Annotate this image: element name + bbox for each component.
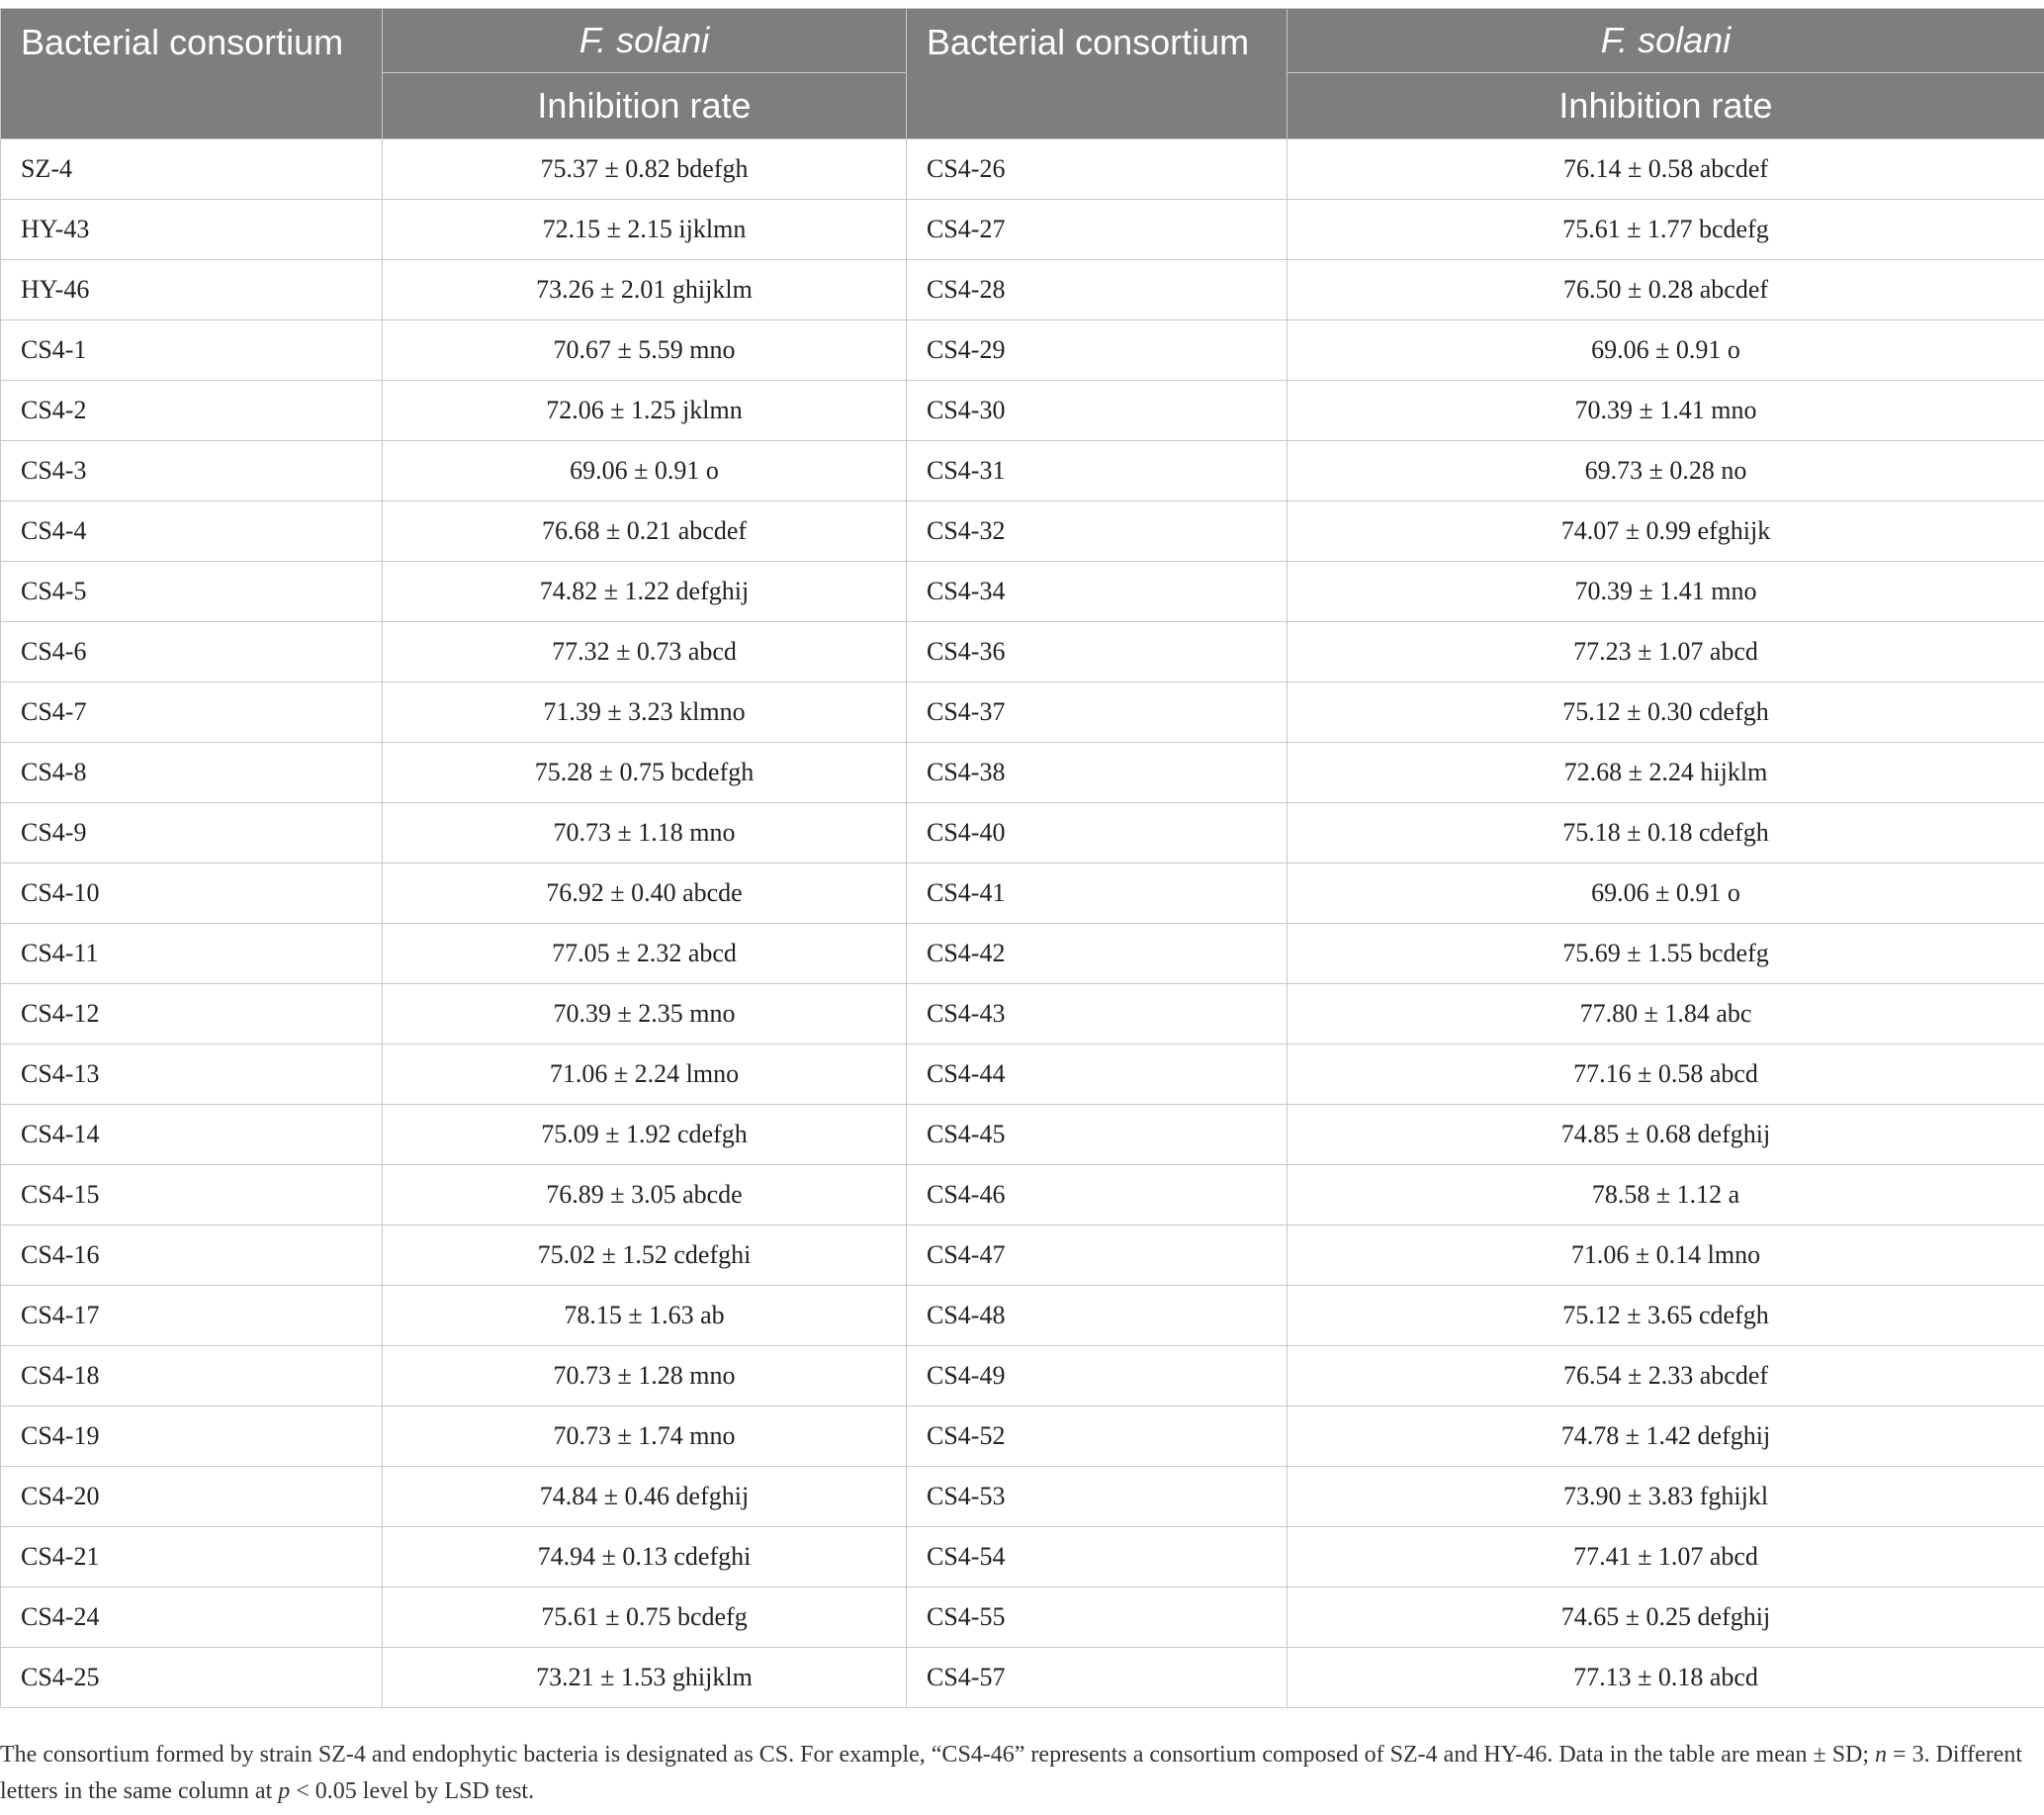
right-inhibition-rate-cell: 75.18 ± 0.18 cdefgh — [1288, 803, 2044, 863]
right-inhibition-rate-cell: 69.06 ± 0.91 o — [1288, 320, 2044, 381]
left-inhibition-rate-cell: 75.61 ± 0.75 bcdefg — [383, 1588, 907, 1648]
table-row — [1, 1286, 2044, 1346]
right-inhibition-rate-cell: 75.61 ± 1.77 bcdefg — [1288, 200, 2044, 260]
left-inhibition-rate-cell: 74.84 ± 0.46 defghij — [383, 1467, 907, 1527]
table-row — [1, 1346, 2044, 1407]
right-inhibition-rate-cell: 77.41 ± 1.07 abcd — [1288, 1527, 2044, 1588]
left-consortium-cell: CS4-18 — [1, 1346, 383, 1407]
left-consortium-cell: SZ-4 — [1, 139, 383, 200]
table-row — [1, 984, 2044, 1044]
table-header — [1, 9, 2044, 139]
left-consortium-cell: CS4-12 — [1, 984, 383, 1044]
left-consortium-cell: HY-43 — [1, 200, 383, 260]
left-consortium-header: Bacterial consortium — [1, 9, 383, 139]
right-consortium-cell: CS4-41 — [907, 863, 1288, 924]
right-consortium-cell: CS4-52 — [907, 1407, 1288, 1467]
left-inhibition-rate-cell: 75.09 ± 1.92 cdefgh — [383, 1105, 907, 1165]
right-consortium-cell: CS4-47 — [907, 1225, 1288, 1286]
right-inhibition-rate-header: Inhibition rate — [1288, 73, 2044, 139]
left-inhibition-rate-cell: 70.67 ± 5.59 mno — [383, 320, 907, 381]
left-consortium-cell: CS4-11 — [1, 924, 383, 984]
right-consortium-cell: CS4-53 — [907, 1467, 1288, 1527]
right-consortium-cell: CS4-40 — [907, 803, 1288, 863]
left-consortium-cell: CS4-2 — [1, 381, 383, 441]
table-row — [1, 803, 2044, 863]
left-inhibition-rate-cell: 78.15 ± 1.63 ab — [383, 1286, 907, 1346]
right-species-header: F. solani — [1288, 9, 2044, 73]
right-inhibition-rate-cell: 77.13 ± 0.18 abcd — [1288, 1648, 2044, 1708]
right-consortium-cell: CS4-29 — [907, 320, 1288, 381]
right-inhibition-rate-cell: 75.12 ± 3.65 cdefgh — [1288, 1286, 2044, 1346]
table-row — [1, 441, 2044, 501]
right-inhibition-rate-cell: 69.06 ± 0.91 o — [1288, 863, 2044, 924]
right-inhibition-rate-cell: 78.58 ± 1.12 a — [1288, 1165, 2044, 1225]
footnote-text-3: < 0.05 level by LSD test. — [290, 1778, 535, 1804]
table-row — [1, 1467, 2044, 1527]
table-row — [1, 320, 2044, 381]
right-consortium-cell: CS4-46 — [907, 1165, 1288, 1225]
table-row — [1, 682, 2044, 743]
left-inhibition-rate-cell: 70.73 ± 1.28 mno — [383, 1346, 907, 1407]
right-consortium-cell: CS4-55 — [907, 1588, 1288, 1648]
right-consortium-cell: CS4-34 — [907, 562, 1288, 622]
right-consortium-header: Bacterial consortium — [907, 9, 1288, 139]
left-consortium-cell: CS4-5 — [1, 562, 383, 622]
left-consortium-cell: CS4-16 — [1, 1225, 383, 1286]
left-consortium-cell: CS4-21 — [1, 1527, 383, 1588]
table-row — [1, 501, 2044, 562]
left-consortium-cell: CS4-1 — [1, 320, 383, 381]
right-inhibition-rate-cell: 73.90 ± 3.83 fghijkl — [1288, 1467, 2044, 1527]
table-row — [1, 260, 2044, 320]
left-inhibition-rate-cell: 71.39 ± 3.23 klmno — [383, 682, 907, 743]
table-footnote — [0, 1737, 2044, 1810]
left-inhibition-rate-cell: 74.82 ± 1.22 defghij — [383, 562, 907, 622]
left-inhibition-rate-cell: 72.15 ± 2.15 ijklmn — [383, 200, 907, 260]
right-consortium-cell: CS4-30 — [907, 381, 1288, 441]
left-consortium-cell: CS4-14 — [1, 1105, 383, 1165]
right-inhibition-rate-cell: 71.06 ± 0.14 lmno — [1288, 1225, 2044, 1286]
left-consortium-cell: CS4-17 — [1, 1286, 383, 1346]
left-inhibition-rate-cell: 70.73 ± 1.74 mno — [383, 1407, 907, 1467]
right-consortium-cell: CS4-27 — [907, 200, 1288, 260]
right-consortium-cell: CS4-54 — [907, 1527, 1288, 1588]
footnote-text-1: The consortium formed by strain SZ-4 and endophytic bacteria is designated as CS. For example, “CS4-46” represents a consortium composed of SZ-4 and HY-46. Data in the table are mean ± SD; — [0, 1742, 1876, 1768]
table-row — [1, 1105, 2044, 1165]
left-inhibition-rate-cell: 77.32 ± 0.73 abcd — [383, 622, 907, 682]
right-inhibition-rate-cell: 70.39 ± 1.41 mno — [1288, 562, 2044, 622]
footnote-text-2: = 3. Different letters in the same column at — [0, 1742, 2023, 1804]
left-inhibition-rate-cell: 72.06 ± 1.25 jklmn — [383, 381, 907, 441]
table-row — [1, 139, 2044, 200]
right-consortium-cell: CS4-57 — [907, 1648, 1288, 1708]
left-consortium-cell: CS4-4 — [1, 501, 383, 562]
right-consortium-cell: CS4-43 — [907, 984, 1288, 1044]
right-inhibition-rate-cell: 76.54 ± 2.33 abcdef — [1288, 1346, 2044, 1407]
left-consortium-cell: CS4-20 — [1, 1467, 383, 1527]
footnote-n-symbol: n — [1875, 1742, 1888, 1768]
left-inhibition-rate-cell: 73.21 ± 1.53 ghijklm — [383, 1648, 907, 1708]
right-consortium-cell: CS4-31 — [907, 441, 1288, 501]
right-inhibition-rate-cell: 76.50 ± 0.28 abcdef — [1288, 260, 2044, 320]
inhibition-rate-table — [0, 8, 2044, 1708]
left-consortium-cell: CS4-3 — [1, 441, 383, 501]
right-inhibition-rate-cell: 77.16 ± 0.58 abcd — [1288, 1044, 2044, 1105]
table-row — [1, 1407, 2044, 1467]
left-consortium-cell: HY-46 — [1, 260, 383, 320]
right-consortium-cell: CS4-32 — [907, 501, 1288, 562]
right-consortium-cell: CS4-26 — [907, 139, 1288, 200]
left-consortium-cell: CS4-6 — [1, 622, 383, 682]
right-inhibition-rate-cell: 74.65 ± 0.25 defghij — [1288, 1588, 2044, 1648]
right-consortium-cell: CS4-49 — [907, 1346, 1288, 1407]
table-body — [1, 139, 2044, 1708]
left-inhibition-rate-cell: 74.94 ± 0.13 cdefghi — [383, 1527, 907, 1588]
right-inhibition-rate-cell: 77.80 ± 1.84 abc — [1288, 984, 2044, 1044]
right-inhibition-rate-cell: 76.14 ± 0.58 abcdef — [1288, 139, 2044, 200]
footnote-p-symbol: p — [278, 1778, 291, 1804]
left-inhibition-rate-cell: 69.06 ± 0.91 o — [383, 441, 907, 501]
right-consortium-cell: CS4-38 — [907, 743, 1288, 803]
table-row — [1, 743, 2044, 803]
left-inhibition-rate-cell: 76.89 ± 3.05 abcde — [383, 1165, 907, 1225]
table-row — [1, 1044, 2044, 1105]
left-inhibition-rate-cell: 73.26 ± 2.01 ghijklm — [383, 260, 907, 320]
left-inhibition-rate-cell: 70.73 ± 1.18 mno — [383, 803, 907, 863]
right-inhibition-rate-cell: 70.39 ± 1.41 mno — [1288, 381, 2044, 441]
right-consortium-cell: CS4-36 — [907, 622, 1288, 682]
left-species-header: F. solani — [383, 9, 907, 73]
right-consortium-cell: CS4-42 — [907, 924, 1288, 984]
left-consortium-cell: CS4-19 — [1, 1407, 383, 1467]
table-row — [1, 622, 2044, 682]
right-inhibition-rate-cell: 75.69 ± 1.55 bcdefg — [1288, 924, 2044, 984]
left-consortium-cell: CS4-13 — [1, 1044, 383, 1105]
table-row — [1, 1527, 2044, 1588]
left-inhibition-rate-cell: 70.39 ± 2.35 mno — [383, 984, 907, 1044]
table-row — [1, 1588, 2044, 1648]
table-row — [1, 1225, 2044, 1286]
right-inhibition-rate-cell: 69.73 ± 0.28 no — [1288, 441, 2044, 501]
left-inhibition-rate-cell: 76.68 ± 0.21 abcdef — [383, 501, 907, 562]
left-consortium-cell: CS4-10 — [1, 863, 383, 924]
left-consortium-cell: CS4-24 — [1, 1588, 383, 1648]
left-consortium-cell: CS4-25 — [1, 1648, 383, 1708]
left-inhibition-rate-cell: 75.37 ± 0.82 bdefgh — [383, 139, 907, 200]
table-row — [1, 381, 2044, 441]
right-inhibition-rate-cell: 74.78 ± 1.42 defghij — [1288, 1407, 2044, 1467]
left-inhibition-rate-cell: 71.06 ± 2.24 lmno — [383, 1044, 907, 1105]
left-inhibition-rate-cell: 77.05 ± 2.32 abcd — [383, 924, 907, 984]
left-inhibition-rate-header: Inhibition rate — [383, 73, 907, 139]
left-consortium-cell: CS4-9 — [1, 803, 383, 863]
right-consortium-cell: CS4-28 — [907, 260, 1288, 320]
left-inhibition-rate-cell: 75.28 ± 0.75 bcdefgh — [383, 743, 907, 803]
right-inhibition-rate-cell: 74.85 ± 0.68 defghij — [1288, 1105, 2044, 1165]
left-consortium-cell: CS4-8 — [1, 743, 383, 803]
left-inhibition-rate-cell: 75.02 ± 1.52 cdefghi — [383, 1225, 907, 1286]
right-consortium-cell: CS4-45 — [907, 1105, 1288, 1165]
left-consortium-cell: CS4-7 — [1, 682, 383, 743]
table-row — [1, 1165, 2044, 1225]
table-row — [1, 924, 2044, 984]
table-row — [1, 200, 2044, 260]
table-row — [1, 562, 2044, 622]
right-inhibition-rate-cell: 75.12 ± 0.30 cdefgh — [1288, 682, 2044, 743]
table-row — [1, 863, 2044, 924]
left-inhibition-rate-cell: 76.92 ± 0.40 abcde — [383, 863, 907, 924]
right-consortium-cell: CS4-48 — [907, 1286, 1288, 1346]
right-consortium-cell: CS4-37 — [907, 682, 1288, 743]
left-consortium-cell: CS4-15 — [1, 1165, 383, 1225]
right-inhibition-rate-cell: 77.23 ± 1.07 abcd — [1288, 622, 2044, 682]
right-inhibition-rate-cell: 72.68 ± 2.24 hijklm — [1288, 743, 2044, 803]
table-row — [1, 1648, 2044, 1708]
right-inhibition-rate-cell: 74.07 ± 0.99 efghijk — [1288, 501, 2044, 562]
right-consortium-cell: CS4-44 — [907, 1044, 1288, 1105]
